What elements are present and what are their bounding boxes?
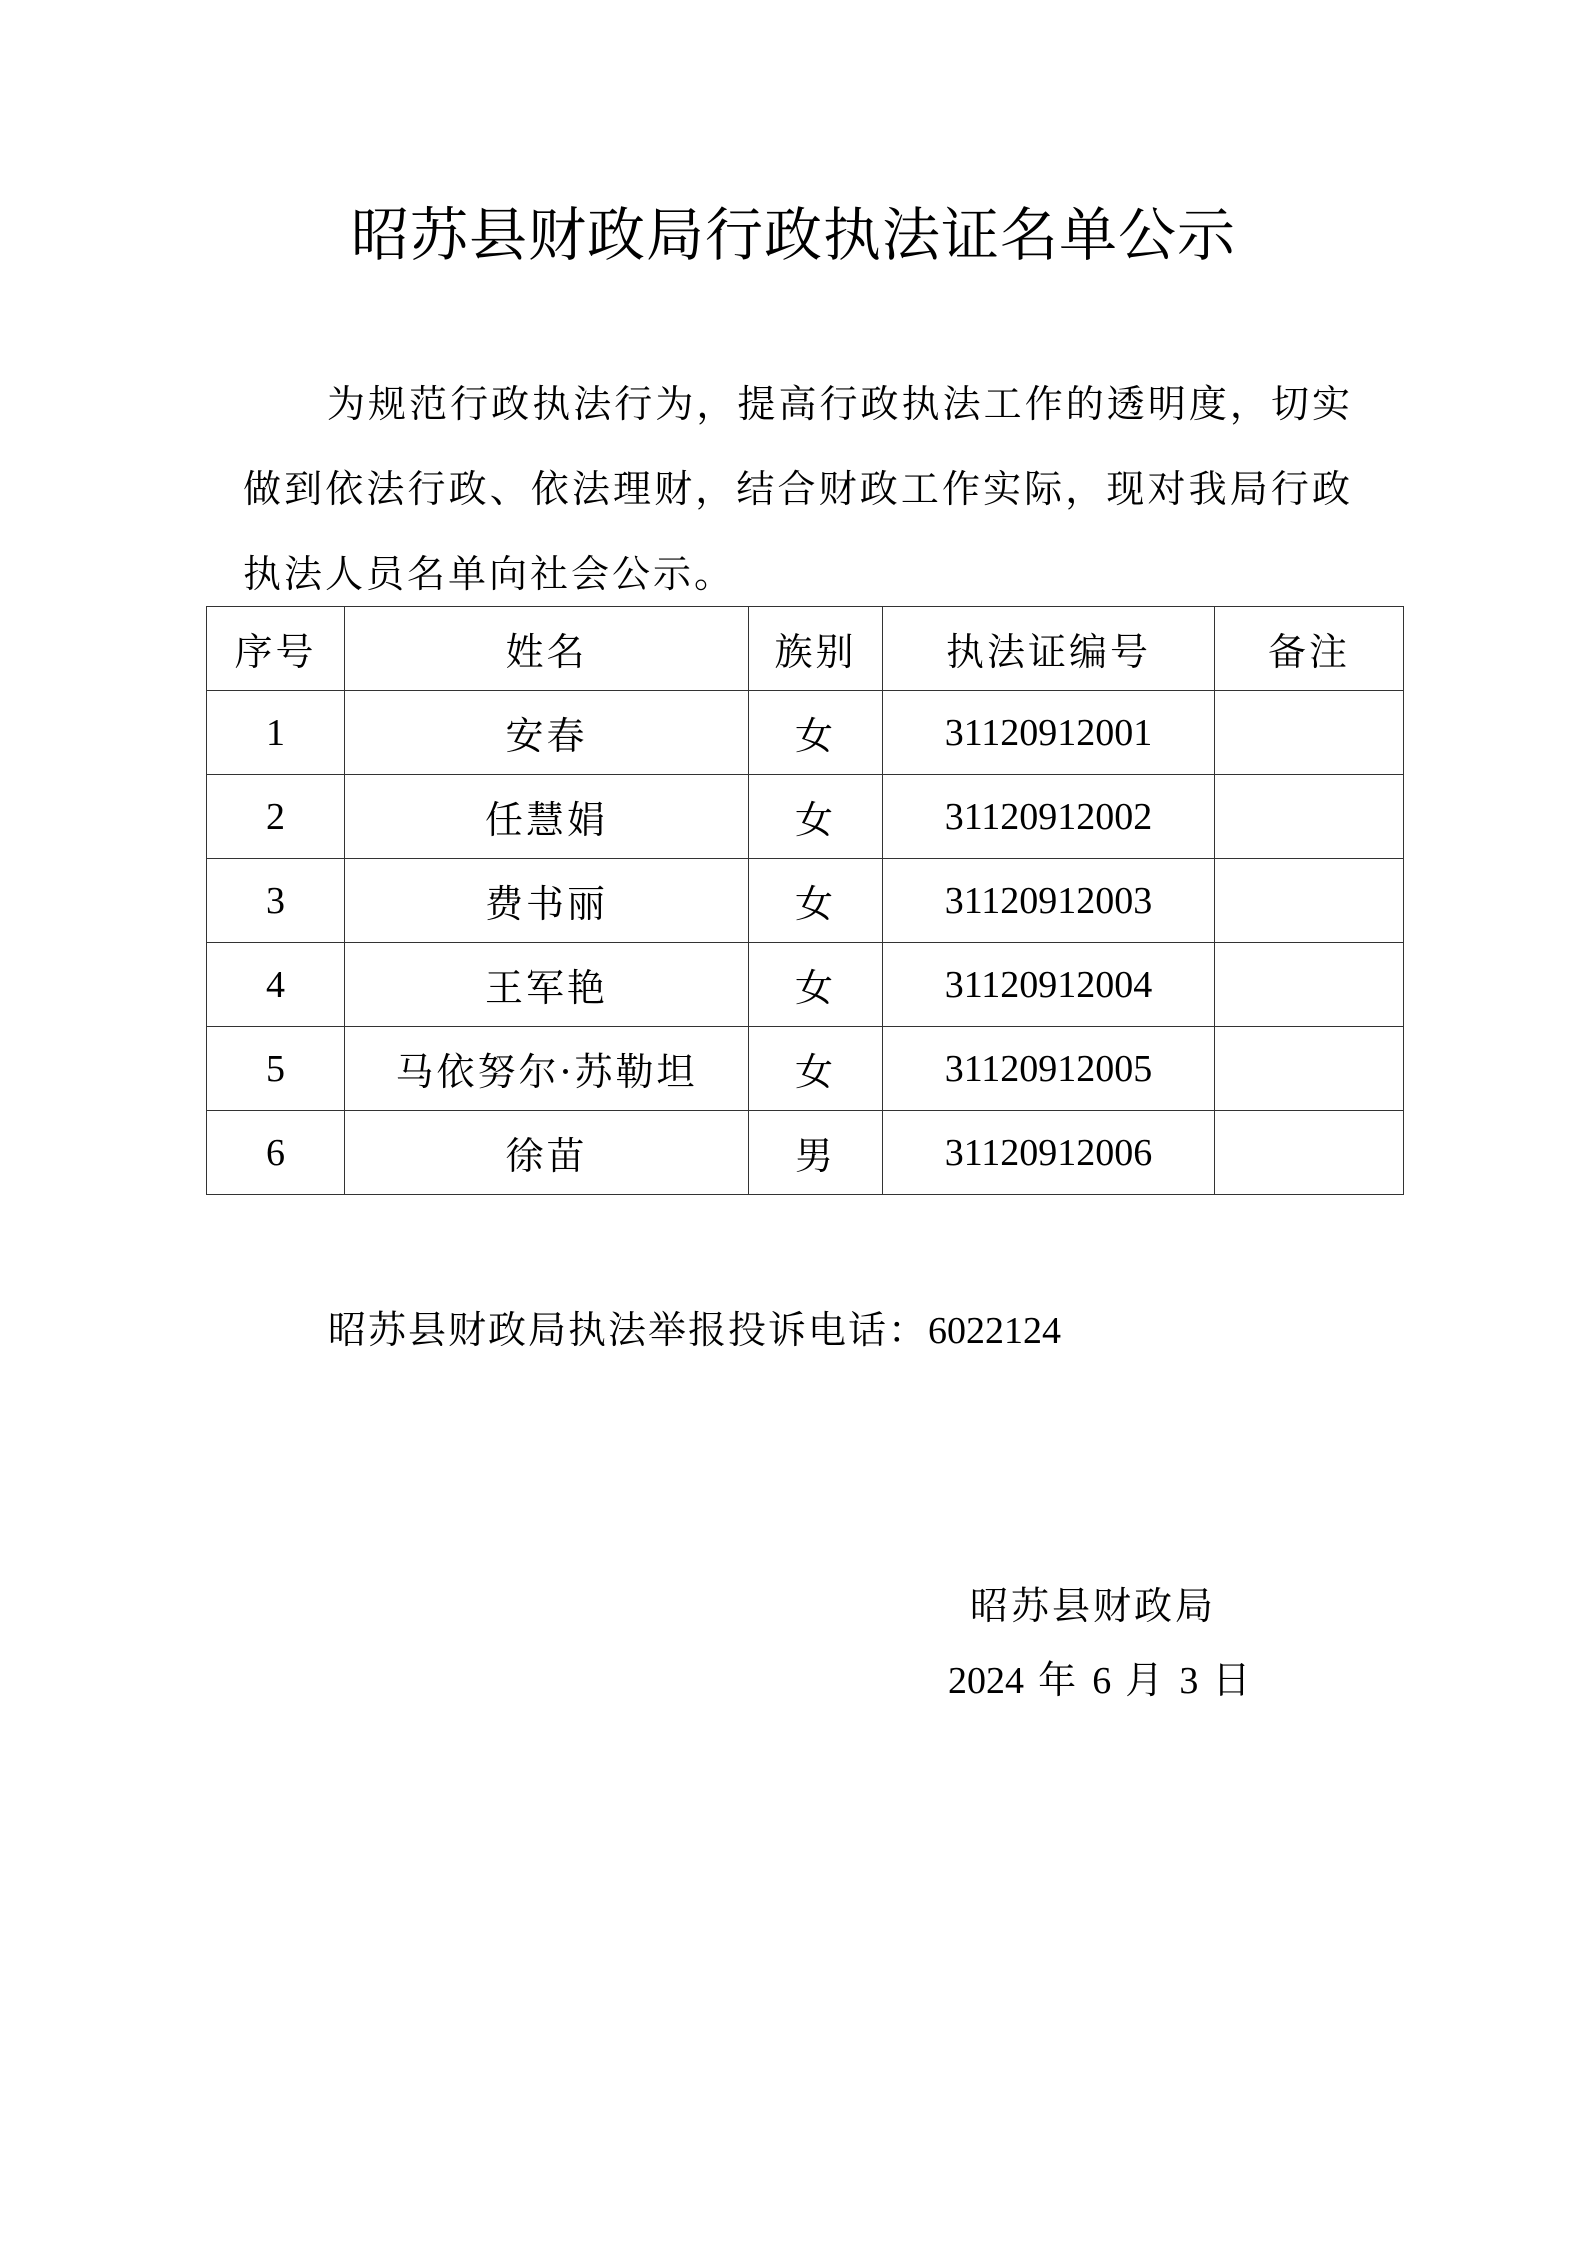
cell-index: 5 [207, 1027, 345, 1111]
personnel-table [206, 606, 1404, 1195]
table-row [207, 859, 1404, 943]
date-month: 6 [1092, 1660, 1112, 1702]
page-title: 昭苏县财政局行政执法证名单公示 [350, 201, 1236, 269]
cell-cert: 31120912003 [883, 859, 1215, 943]
cell-ethnicity: 男 [749, 1111, 883, 1195]
cell-name: 安春 [345, 691, 749, 775]
cell-cert: 31120912005 [883, 1027, 1215, 1111]
cell-ethnicity: 女 [749, 1027, 883, 1111]
cell-cert: 31120912001 [883, 691, 1215, 775]
header-cert: 执法证编号 [883, 607, 1215, 691]
table-row [207, 943, 1404, 1027]
table-header-row [207, 607, 1404, 691]
table-row [207, 775, 1404, 859]
cell-cert: 31120912002 [883, 775, 1215, 859]
cell-name: 费书丽 [345, 859, 749, 943]
cell-name: 任慧娟 [345, 775, 749, 859]
cell-ethnicity: 女 [749, 775, 883, 859]
date-day: 3 [1179, 1660, 1199, 1702]
header-note: 备注 [1215, 607, 1404, 691]
cell-index: 4 [207, 943, 345, 1027]
header-ethnicity: 族别 [749, 607, 883, 691]
cell-note [1215, 859, 1404, 943]
cell-ethnicity: 女 [749, 943, 883, 1027]
cell-ethnicity: 女 [749, 691, 883, 775]
signing-organization: 昭苏县财政局 [970, 1584, 1217, 1628]
hotline-number: 6022124 [928, 1310, 1062, 1352]
date-year: 2024 [948, 1660, 1024, 1702]
cell-note [1215, 1111, 1404, 1195]
table-row [207, 1027, 1404, 1111]
date-year-unit: 年 [1038, 1658, 1079, 1702]
cell-index: 6 [207, 1111, 345, 1195]
table-row [207, 1111, 1404, 1195]
cell-index: 3 [207, 859, 345, 943]
cell-cert: 31120912006 [883, 1111, 1215, 1195]
cell-name: 王军艳 [345, 943, 749, 1027]
cell-index: 1 [207, 691, 345, 775]
header-name: 姓名 [345, 607, 749, 691]
complaint-hotline [328, 1300, 1061, 1361]
cell-note [1215, 691, 1404, 775]
cell-note [1215, 775, 1404, 859]
cell-note [1215, 1027, 1404, 1111]
intro-paragraph: 为规范行政执法行为，提高行政执法工作的透明度，切实做到依法行政、依法理财，结合财政工作实际，现对我局行政执法人员名单向社会公示。 [243, 382, 1353, 596]
cell-cert: 31120912004 [883, 943, 1215, 1027]
cell-name: 马依努尔·苏勒坦 [345, 1027, 749, 1111]
header-index: 序号 [207, 607, 345, 691]
cell-note [1215, 943, 1404, 1027]
table-row [207, 691, 1404, 775]
cell-name: 徐苗 [345, 1111, 749, 1195]
cell-index: 2 [207, 775, 345, 859]
signing-date [948, 1650, 1253, 1711]
date-day-unit: 日 [1212, 1658, 1253, 1702]
hotline-label: 昭苏县财政局执法举报投诉电话： [328, 1308, 929, 1352]
date-month-unit: 月 [1125, 1658, 1166, 1702]
cell-ethnicity: 女 [749, 859, 883, 943]
